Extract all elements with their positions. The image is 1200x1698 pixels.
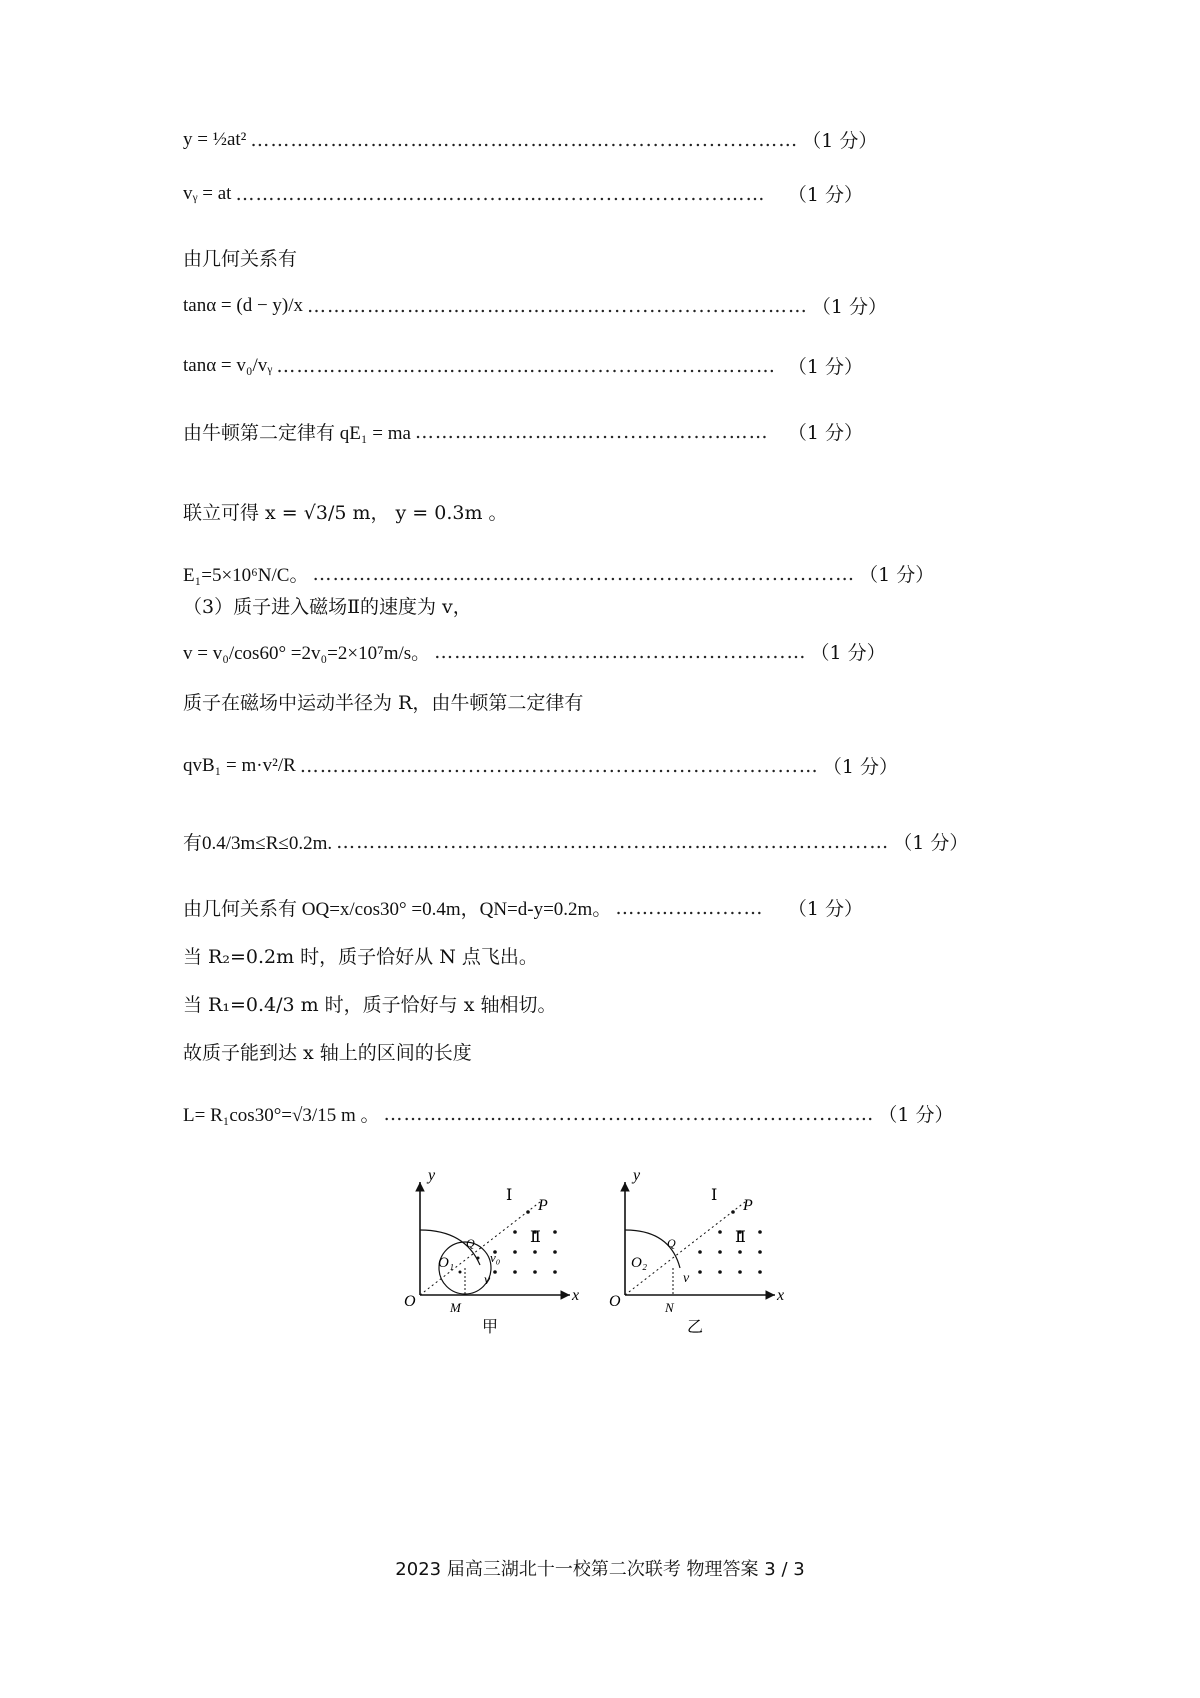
- step-row: [183, 638, 886, 665]
- q-label: Q: [466, 1236, 475, 1250]
- step-row: [183, 1100, 954, 1127]
- x-label: x: [572, 1287, 580, 1304]
- score-label: （1 分）: [787, 356, 863, 378]
- geometry-intro: 由几何关系有: [183, 248, 298, 270]
- equation: 由几何关系有 OQ=x/cos30° =0.4m，QN=d-y=0.2m。: [183, 899, 612, 920]
- score-label: （1 分）: [878, 1104, 954, 1126]
- y-label: y: [633, 1167, 641, 1184]
- equation: tanα = (d − y)/x: [183, 294, 304, 316]
- field-dots: [698, 1210, 762, 1274]
- equation: qvB₁ = m·v²/R: [183, 754, 296, 776]
- q-label: Q: [667, 1236, 676, 1250]
- y-label: y: [428, 1167, 436, 1184]
- score-label: （1 分）: [810, 642, 886, 664]
- boundary-line: [420, 1202, 540, 1295]
- leader-dots: …………………...................................................…: [299, 754, 819, 777]
- step-row: [183, 752, 898, 779]
- m-label: M: [450, 1300, 461, 1315]
- score-label: （1 分）: [787, 898, 863, 920]
- page-footer: 2023 届高三湖北十一校第二次联考 物理答案 3 / 3: [395, 1559, 805, 1580]
- leader-dots: ………………………………....……….......................……: [235, 182, 766, 205]
- p-label: P: [538, 1197, 548, 1214]
- step-row: [183, 828, 969, 855]
- equation: E₁=5×10⁶N/C。: [183, 565, 309, 586]
- leader-dots: …………...........……......................…: [434, 640, 807, 663]
- step-row: [183, 560, 935, 587]
- leader-dots: ……………………………...........................................…: [312, 562, 856, 585]
- score-label: （1 分）: [822, 756, 898, 778]
- combine-result: 联立可得 x = √3/5 m， y = 0.3m 。: [183, 502, 508, 524]
- score-label: （1 分）: [893, 832, 969, 854]
- origin-label: O: [609, 1293, 621, 1310]
- figure-right: [609, 1167, 784, 1336]
- v-label: v: [484, 1273, 491, 1288]
- center-label: O₁: [438, 1255, 455, 1271]
- leader-dots: ……………………………………….................…………: [276, 354, 777, 377]
- leader-dots: ……………....…: [615, 896, 764, 919]
- score-label: （1 分）: [811, 296, 887, 318]
- leader-dots: ……………...............................………......................…: [336, 830, 890, 853]
- caption-left: 甲: [482, 1319, 499, 1336]
- equation: L= R₁cos30°=√3/15 m 。: [183, 1105, 380, 1126]
- step-row: [183, 292, 887, 319]
- step-row: [183, 418, 863, 445]
- step-row: [183, 894, 863, 921]
- center-label: O₂: [631, 1255, 648, 1271]
- equation: y = ½at²: [183, 128, 247, 150]
- case-r1: 当 R₁=0.4/3 m 时，质子恰好与 x 轴相切。: [183, 994, 557, 1016]
- v0-label: v₀: [490, 1250, 501, 1265]
- leader-dots: ………………………...................……: [414, 420, 769, 443]
- radius-intro: 质子在磁场中运动半径为 R，由牛顿第二定律有: [183, 692, 584, 714]
- equation: 有0.4/3m≤R≤0.2m.: [183, 833, 333, 854]
- region2-label: Ⅱ: [735, 1229, 746, 1246]
- equation: v = v₀/cos60° =2v₀=2×10⁷m/s。: [183, 643, 431, 664]
- caption-right: 乙: [687, 1319, 704, 1336]
- region2-label: Ⅱ: [530, 1229, 541, 1246]
- figure-left: [404, 1167, 579, 1336]
- leader-dots: …………………...............................................…: [383, 1102, 875, 1125]
- p-label: P: [743, 1197, 753, 1214]
- step-row: [183, 126, 878, 153]
- leader-dots: ……………………………………….................…...……: [307, 294, 808, 317]
- score-label: （1 分）: [787, 422, 863, 444]
- conclusion-intro: 故质子能到达 x 轴上的区间的长度: [183, 1042, 472, 1064]
- origin-label: O: [404, 1293, 416, 1310]
- region1-label: Ⅰ: [711, 1187, 718, 1204]
- region1-label: Ⅰ: [506, 1187, 513, 1204]
- leader-dots: ……………………………………………….....................……: [250, 128, 799, 151]
- x-label: x: [777, 1287, 785, 1304]
- score-label: （1 分）: [787, 184, 863, 206]
- score-label: （1 分）: [802, 130, 878, 152]
- score-label: （1 分）: [859, 564, 935, 586]
- equation: tanα = v₀/vᵧ: [183, 354, 273, 376]
- n-label: N: [665, 1300, 674, 1315]
- step-row: [183, 352, 863, 379]
- figures: [390, 1160, 830, 1335]
- step-row: [183, 180, 863, 207]
- case-r2: 当 R₂=0.2m 时，质子恰好从 N 点飞出。: [183, 946, 538, 968]
- part3-intro: （3）质子进入磁场Ⅱ的速度为 v，: [183, 596, 472, 618]
- equation: 由牛顿第二定律有 qE₁ = ma: [183, 423, 411, 444]
- v-label: v: [683, 1271, 690, 1286]
- equation: vᵧ = at: [183, 182, 232, 204]
